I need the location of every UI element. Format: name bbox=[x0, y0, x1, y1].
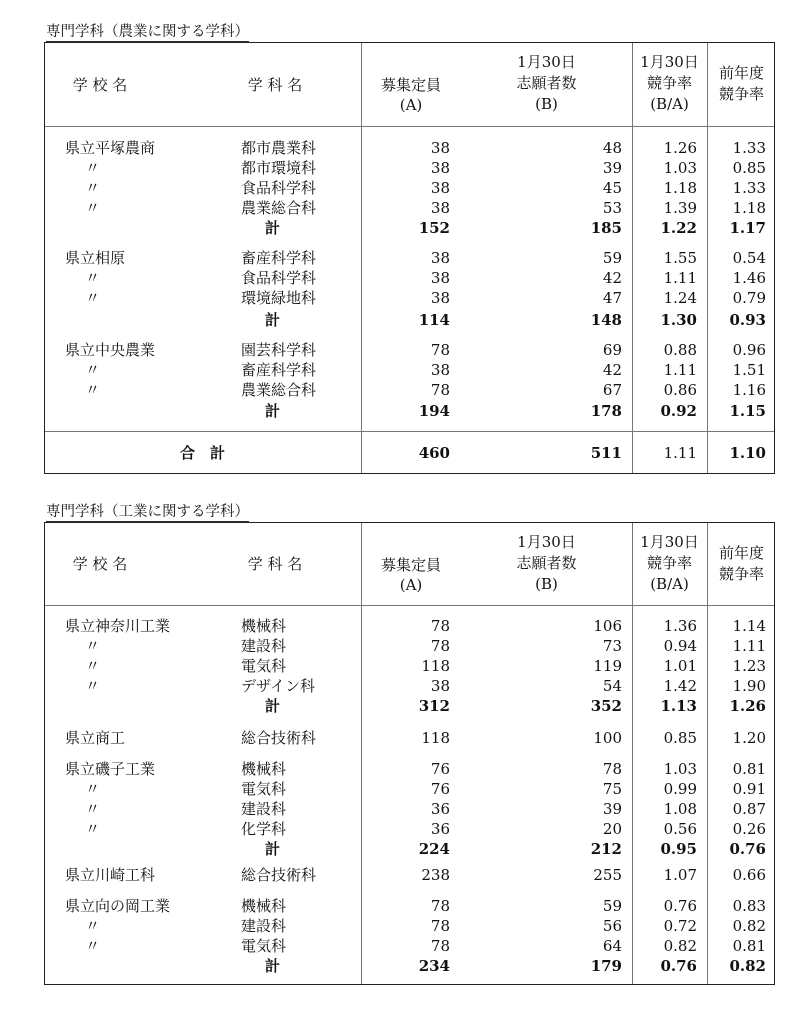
header-prev-rate: 競争率 bbox=[718, 565, 764, 583]
table-row: 〃 電気科 76 75 0.99 0.91 bbox=[85, 780, 766, 798]
subtotal-row: 計 194 178 0.92 1.15 bbox=[265, 402, 766, 420]
table-row: 県立磯子工業 機械科 76 78 1.03 0.81 bbox=[65, 760, 766, 778]
table-row: 県立商工 総合技術科 118 100 0.85 1.20 bbox=[65, 729, 766, 747]
header-rate-ba: (B/A) bbox=[650, 95, 689, 113]
header-capacity: 募集定員 bbox=[380, 76, 441, 94]
subtotal-row: 計 114 148 1.30 0.93 bbox=[265, 311, 766, 329]
industry-table bbox=[44, 522, 775, 985]
table2-title: 専門学科（工業に関する学科） bbox=[46, 504, 249, 520]
header-applicants-date: 1月30日 bbox=[517, 533, 576, 551]
table-row: 県立神奈川工業 機械科 78 106 1.36 1.14 bbox=[65, 617, 766, 635]
table-row: 〃 化学科 36 20 0.56 0.26 bbox=[85, 820, 766, 838]
table-row: 〃 農業総合科 38 53 1.39 1.18 bbox=[85, 199, 766, 217]
header-prev-year: 前年度 bbox=[718, 544, 764, 562]
table-row: 〃 建設科 78 73 0.94 1.11 bbox=[85, 637, 766, 655]
header-rate-date: 1月30日 bbox=[640, 533, 699, 551]
table-row: 〃 食品科学科 38 42 1.11 1.46 bbox=[85, 269, 766, 287]
header-applicants: 志願者数 bbox=[516, 554, 577, 572]
table-row: 〃 電気科 78 64 0.82 0.81 bbox=[85, 937, 766, 955]
table-row: 〃 デザイン科 38 54 1.42 1.90 bbox=[85, 677, 766, 695]
subtotal-row: 計 224 212 0.95 0.76 bbox=[265, 840, 766, 858]
header-applicants: 志願者数 bbox=[516, 74, 577, 92]
grand-total-row: 合 計 460 511 1.11 1.10 bbox=[179, 444, 766, 462]
header-school: 学 校 名 bbox=[72, 76, 128, 94]
table-row: 県立向の岡工業 機械科 78 59 0.76 0.83 bbox=[65, 897, 766, 915]
subtotal-row: 計 234 179 0.76 0.82 bbox=[265, 957, 766, 975]
header-school: 学 校 名 bbox=[72, 555, 128, 573]
table1-title: 専門学科（農業に関する学科） bbox=[46, 24, 249, 40]
header-capacity-a: (A) bbox=[399, 96, 423, 114]
header-rate-ba: (B/A) bbox=[650, 575, 689, 593]
header-prev-rate: 競争率 bbox=[718, 85, 764, 103]
table-row: 県立中央農業 園芸科学科 78 69 0.88 0.96 bbox=[65, 341, 766, 359]
table-row: 〃 都市環境科 38 39 1.03 0.85 bbox=[85, 159, 766, 177]
header-applicants-date: 1月30日 bbox=[517, 53, 576, 71]
table-row: 〃 環境緑地科 38 47 1.24 0.79 bbox=[85, 289, 766, 307]
table-row: 〃 建設科 36 39 1.08 0.87 bbox=[85, 800, 766, 818]
subtotal-row: 計 312 352 1.13 1.26 bbox=[265, 697, 766, 715]
agriculture-table bbox=[44, 42, 775, 474]
header-capacity-a: (A) bbox=[399, 576, 423, 594]
table-row: 県立相原 畜産科学科 38 59 1.55 0.54 bbox=[65, 249, 766, 267]
table-row: 〃 農業総合科 78 67 0.86 1.16 bbox=[85, 381, 766, 399]
table-row: 〃 食品科学科 38 45 1.18 1.33 bbox=[85, 179, 766, 197]
header-capacity: 募集定員 bbox=[380, 556, 441, 574]
table-row: 〃 建設科 78 56 0.72 0.82 bbox=[85, 917, 766, 935]
table-row: 〃 電気科 118 119 1.01 1.23 bbox=[85, 657, 766, 675]
table-row: 県立平塚農商 都市農業科 38 48 1.26 1.33 bbox=[65, 139, 766, 157]
header-rate-date: 1月30日 bbox=[640, 53, 699, 71]
header-dept: 学 科 名 bbox=[247, 76, 303, 94]
header-applicants-b: (B) bbox=[535, 95, 558, 113]
table-row: 〃 畜産科学科 38 42 1.11 1.51 bbox=[85, 361, 766, 379]
header-applicants-b: (B) bbox=[535, 575, 558, 593]
header-dept: 学 科 名 bbox=[247, 555, 303, 573]
header-rate: 競争率 bbox=[646, 74, 692, 92]
header-prev-year: 前年度 bbox=[718, 64, 764, 82]
header-rate: 競争率 bbox=[646, 554, 692, 572]
table-row: 県立川崎工科 総合技術科 238 255 1.07 0.66 bbox=[65, 866, 766, 884]
subtotal-row: 計 152 185 1.22 1.17 bbox=[265, 219, 766, 237]
